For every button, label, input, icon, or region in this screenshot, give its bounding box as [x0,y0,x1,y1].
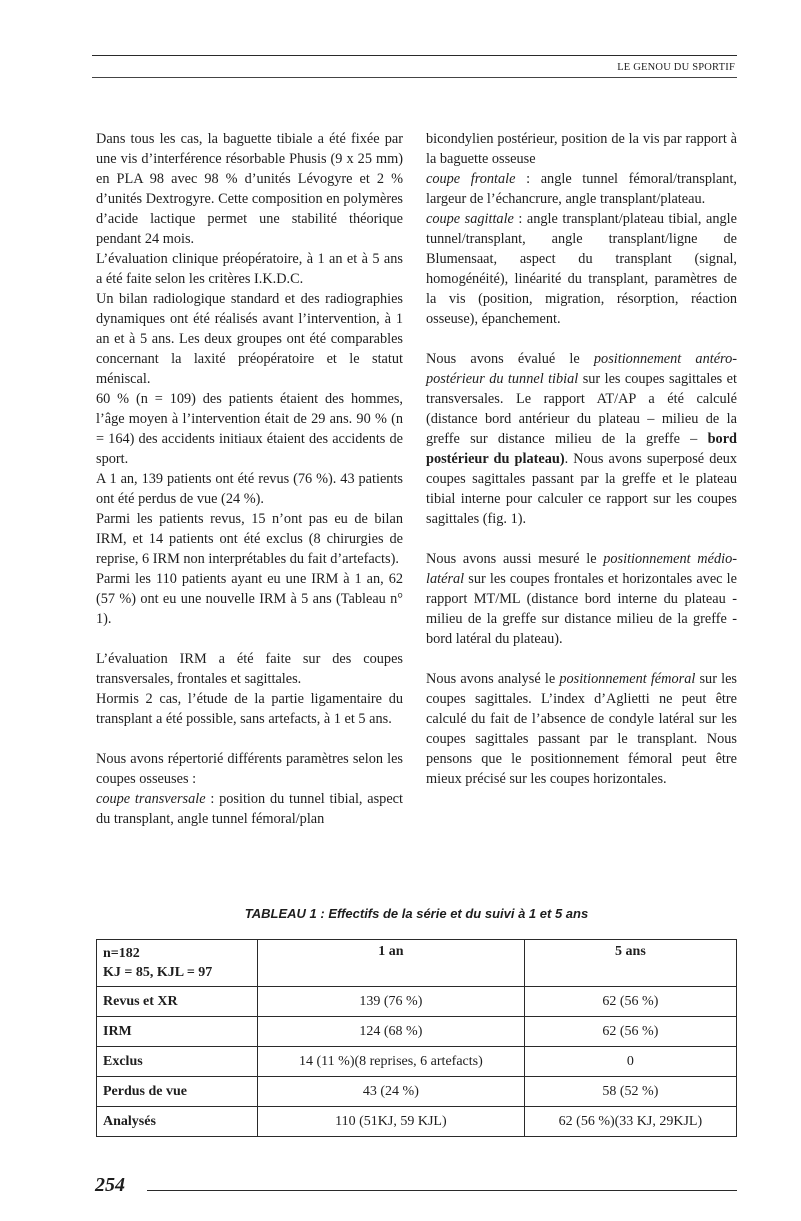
header-rule [92,55,737,56]
cell-5ans: 0 [524,1047,736,1077]
header-underline [92,77,737,78]
term: coupe sagittale [426,211,514,227]
paragraph: Nous avons répertorié différents paramètres selon les coupes osseuses : [96,751,403,787]
right-column [426,129,737,789]
cell-5ans: 62 (56 %) [524,987,736,1017]
table-row [97,1017,737,1047]
page-number: 254 [95,1174,125,1196]
paragraph: A 1 an, 139 patients ont été revus (76 %). 43 patients ont été perdus de vue (24 %). [96,471,403,507]
term: coupe frontale [426,171,516,187]
paragraph: Nous avons analysé le positionnement fémoral sur les coupes sagittales. L’index d’Aglietti ne peut être calculé du fait de l’absence de condyle latéral sur les coupes sagittales passant par le transplant. Nous pensons que le positionnement fémoral peut être mieux précisé sur les coupes horizontales. [426,671,737,787]
table-caption: TABLEAU 1 : Effectifs de la série et du suivi à 1 et 5 ans [244,906,589,921]
paragraph: Nous avons aussi mesuré le positionnement médio-latéral sur les coupes frontales et horizontales avec le rapport MT/ML (distance bord interne du plateau - milieu de la greffe sur distance milieu de la greffe - bord latéral du plateau). [426,551,737,647]
column-header-5ans: 5 ans [524,940,736,987]
table-row [97,987,737,1017]
cell-1an: 139 (76 %) [258,987,525,1017]
term: coupe transversale [96,791,206,807]
paragraph: coupe transversale : position du tunnel tibial, aspect du transplant, angle tunnel fémoral/plan [96,791,403,827]
table-corner-cell [97,940,258,987]
paragraph: Un bilan radiologique standard et des radiographies dynamiques ont été réalisés avant l’intervention, à 1 an et à 5 ans. Les deux groupes ont été comparables concernant la laxité préopératoire et le statut méniscal. [96,291,403,387]
corner-line-1: n=182 [103,946,140,961]
table-row [97,1047,737,1077]
paragraph: Parmi les patients revus, 15 n’ont pas eu de bilan IRM, et 14 patients ont été exclus (8 chirurgies de reprise, 6 IRM non interprétables du fait d’artefacts). [96,511,403,567]
cell-1an: 43 (24 %) [258,1077,525,1107]
row-label: Revus et XR [97,987,258,1017]
footer-rule [147,1190,737,1191]
term: positionnement fémoral [559,671,696,687]
paragraph: 60 % (n = 109) des patients étaient des hommes, l’âge moyen à l’intervention était de 29 ans. 90 % (n = 164) des accidents initiaux étaient des accidents de sport. [96,391,403,467]
data-table [96,939,737,1137]
cell-1an: 124 (68 %) [258,1017,525,1047]
row-label: Perdus de vue [97,1077,258,1107]
paragraph: Parmi les 110 patients ayant eu une IRM à 1 an, 62 (57 %) ont eu une nouvelle IRM à 5 ans (Tableau n° 1). [96,571,403,627]
paragraph: bicondylien postérieur, position de la vis par rapport à la baguette osseuse [426,131,737,167]
table-row [97,1107,737,1137]
row-label: Analysés [97,1107,258,1137]
running-head: LE GENOU DU SPORTIF [617,62,735,73]
column-header-1an: 1 an [258,940,525,987]
paragraph: Nous avons évalué le positionnement antéro-postérieur du tunnel tibial sur les coupes sagittales et transversales. Le rapport AT/AP a été calculé (distance bord antérieur du plateau – milieu de la greffe sur distance milieu de la greffe – bord postérieur du plateau). Nous avons superposé deux coupes sagittales passant par la greffe et le plateau tibial interne pour calculer ce rapport sur les coupes sagittales (fig. 1). [426,351,737,527]
paragraph: L’évaluation IRM a été faite sur des coupes transversales, frontales et sagittales. [96,651,403,687]
term: positionnement médio-latéral [426,551,737,587]
paragraph: L’évaluation clinique préopératoire, à 1 an et à 5 ans a été faite selon les critères I.K.D.C. [96,251,403,287]
cell-5ans: 62 (56 %)(33 KJ, 29KJL) [524,1107,736,1137]
cell-1an: 110 (51KJ, 59 KJL) [258,1107,525,1137]
row-label: Exclus [97,1047,258,1077]
left-column [96,129,403,829]
bold-phrase: bord postérieur du plateau) [426,431,737,467]
row-label: IRM [97,1017,258,1047]
corner-line-2: KJ = 85, KJL = 97 [103,965,213,980]
term: positionnement antéro-postérieur du tunnel tibial [426,351,737,387]
cell-5ans: 58 (52 %) [524,1077,736,1107]
paragraph: Hormis 2 cas, l’étude de la partie ligamentaire du transplant a été possible, sans artefacts, à 1 et 5 ans. [96,691,403,727]
paragraph: coupe sagittale : angle transplant/plateau tibial, angle tunnel/transplant, angle transplant/ligne de Blumensaat, aspect du transplant (signal, homogénéité), linéarité du transplant, paramètres de la vis (position, migration, résorption, réaction osseuse), épanchement. [426,211,737,327]
cell-1an: 14 (11 %)(8 reprises, 6 artefacts) [258,1047,525,1077]
paragraph: Dans tous les cas, la baguette tibiale a été fixée par une vis d’interférence résorbable Phusis (9 x 25 mm) en PLA 98 avec 98 % d’unités Lévogyre et 2 % d’unités Dextrogyre. Cette composition en polymères d’acide lactique permet une stabilité théorique pendant 24 mois. [96,131,403,247]
cell-5ans: 62 (56 %) [524,1017,736,1047]
table-header-row [97,940,737,987]
table-row [97,1077,737,1107]
paragraph: coupe frontale : angle tunnel fémoral/transplant, largeur de l’échancrure, angle transplant/plateau. [426,171,738,207]
